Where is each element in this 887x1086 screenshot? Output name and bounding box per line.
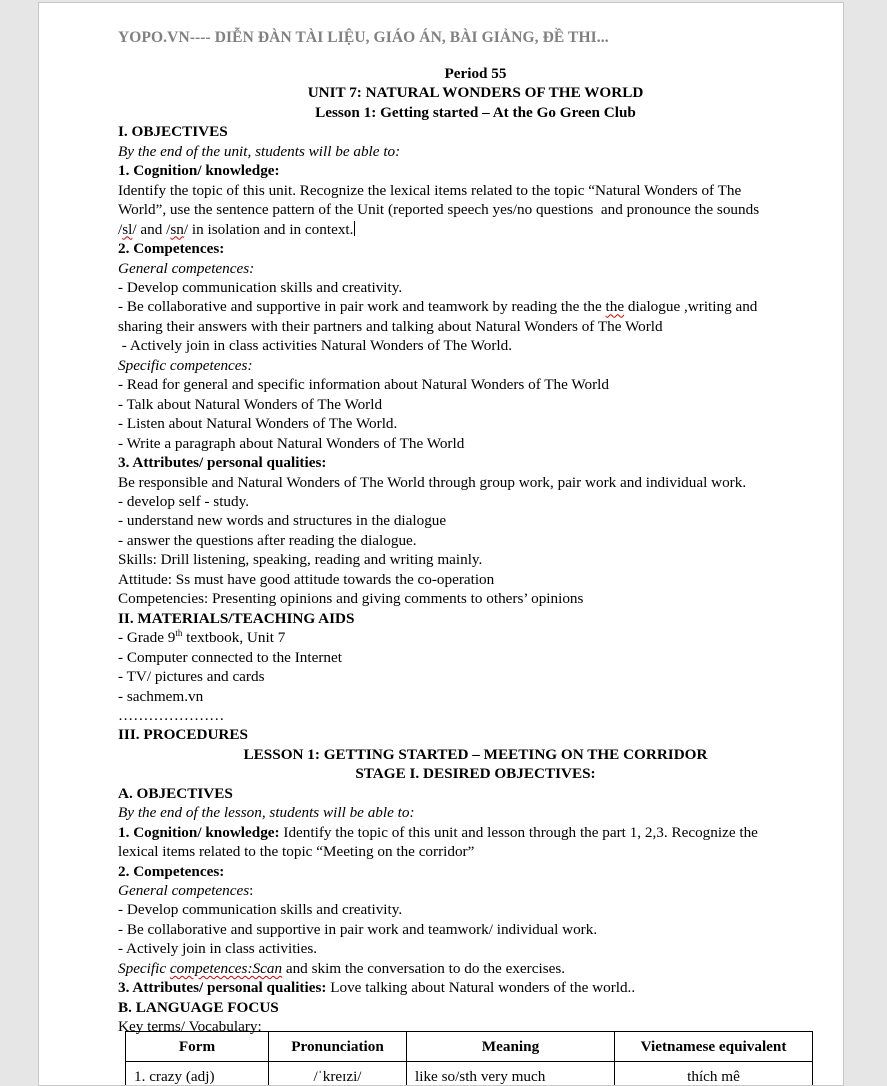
- a-cognition-label: 1. Cognition/ knowledge:: [118, 823, 280, 841]
- competences-heading: 2. Competences:: [118, 240, 225, 258]
- table-header: Form: [126, 1032, 269, 1062]
- attributes-item: Attitude: Ss must have good attitude towards the co-operation: [118, 570, 495, 588]
- attributes-item: Competencies: Presenting opinions and giving comments to others’ opinions: [118, 590, 584, 608]
- text-fragment: Love talking about Natural wonders of the world..: [326, 979, 636, 997]
- objectives-heading: I. OBJECTIVES: [118, 123, 228, 141]
- a-competences-heading: 2. Competences:: [118, 862, 225, 880]
- table-row: [126, 1062, 813, 1086]
- key-terms-label: Key terms/ Vocabulary:: [118, 1018, 262, 1036]
- text-fragment: :: [249, 882, 254, 900]
- table-header: Vietnamese equivalent: [615, 1032, 813, 1062]
- table-cell: /ˈkreɪzi/: [269, 1062, 407, 1086]
- dots-separator: …………………: [118, 706, 225, 724]
- unit-title: UNIT 7: NATURAL WONDERS OF THE WORLD: [307, 84, 644, 102]
- a-attributes: [118, 978, 833, 997]
- stage1-heading: STAGE I. DESIRED OBJECTIVES:: [355, 765, 596, 783]
- text-fragment: textbook, Unit 7: [182, 629, 286, 647]
- text-fragment: Identify the topic of this unit and lesson through the part 1, 2,3. Recognize the: [279, 823, 758, 841]
- cognition-text-line3: [118, 220, 833, 239]
- text-fragment: General competences: [118, 882, 250, 900]
- general-item: - Develop communication skills and creativity.: [118, 278, 403, 296]
- text-fragment: - Be collaborative and supportive in pair work and teamwork by reading the: [118, 298, 584, 316]
- general-item-cont: sharing their answers with their partners and talking about Natural Wonders of The World: [118, 317, 663, 335]
- text-fragment: - Grade 9: [118, 629, 176, 647]
- a-objectives-heading: A. OBJECTIVES: [118, 784, 233, 802]
- general-item: [118, 297, 833, 316]
- text-fragment: /: [118, 220, 123, 238]
- specific-item: - Read for general and specific information about Natural Wonders of The World: [118, 376, 609, 394]
- a-specific: [118, 959, 833, 978]
- vocabulary-table: [125, 1031, 813, 1086]
- cognition-text-line2: World”, use the sentence pattern of the Unit (reported speech yes/no questions and pronounce the sounds: [118, 201, 760, 219]
- attributes-item: - understand new words and structures in the dialogue: [118, 512, 447, 530]
- cognition-text-line1: Identify the topic of this unit. Recognize the lexical items related to the topic “Natural Wonders of The: [118, 181, 742, 199]
- general-item: - Actively join in class activities Natural Wonders of The World.: [118, 337, 513, 355]
- a-general-item: - Develop communication skills and creativity.: [118, 901, 403, 919]
- attributes-item: - answer the questions after reading the dialogue.: [118, 531, 417, 549]
- attributes-item: Skills: Drill listening, speaking, reading and writing mainly.: [118, 551, 483, 569]
- a-cognition-cont: lexical items related to the topic “Meeting on the corridor”: [118, 843, 475, 861]
- a-general-item: - Be collaborative and supportive in pair work and teamwork/ individual work.: [118, 920, 598, 938]
- procedures-heading: III. PROCEDURES: [118, 726, 248, 744]
- superscript: th: [175, 628, 183, 639]
- text-fragment: / and /: [132, 220, 171, 238]
- text-fragment: / in isolation and in context.: [183, 220, 354, 238]
- a-attributes-label: 3. Attributes/ personal qualities:: [118, 979, 327, 997]
- materials-item: - Computer connected to the Internet: [118, 648, 342, 666]
- attributes-item: - develop self - study.: [118, 492, 250, 510]
- table-header-row: [126, 1032, 813, 1062]
- spelling-error-sl: sl: [122, 220, 133, 238]
- a-objectives-intro: By the end of the lesson, students will be able to:: [118, 804, 415, 822]
- objectives-intro: By the end of the unit, students will be able to:: [118, 142, 401, 160]
- table-cell: thích mê: [615, 1062, 813, 1086]
- site-header: YOPO.VN---- DIỄN ĐÀN TÀI LIỆU, GIÁO ÁN, BÀI GIẢNG, ĐỀ THI...: [118, 29, 609, 46]
- table-header: Pronunciation: [269, 1032, 407, 1062]
- document-page: [38, 2, 844, 1086]
- table-cell: 1. crazy (adj): [126, 1062, 269, 1086]
- text-fragment: the: [583, 298, 602, 316]
- attributes-item: Be responsible and Natural Wonders of The World through group work, pair work and individual work.: [118, 473, 747, 491]
- b-language-heading: B. LANGUAGE FOCUS: [118, 998, 279, 1016]
- a-cognition: [118, 823, 833, 842]
- specific-item: - Talk about Natural Wonders of The World: [118, 395, 383, 413]
- materials-item: - TV/ pictures and cards: [118, 668, 265, 686]
- text-fragment: and skim the conversation to do the exercises.: [282, 959, 566, 977]
- table-header: Meaning: [407, 1032, 615, 1062]
- specific-item: - Write a paragraph about Natural Wonders of The World: [118, 434, 465, 452]
- attributes-heading: 3. Attributes/ personal qualities:: [118, 454, 327, 472]
- text-cursor: [354, 221, 355, 236]
- lesson-title: Lesson 1: Getting started – At the Go Green Club: [315, 103, 636, 121]
- materials-item: [118, 628, 833, 647]
- document-body: [118, 64, 833, 1037]
- text-fragment: dialogue ,writing and: [624, 298, 758, 316]
- specific-competences-label: Specific competences:: [118, 356, 253, 374]
- table-cell: like so/sth very much: [407, 1062, 615, 1086]
- a-general-label: [118, 881, 833, 900]
- a-general-item: - Actively join in class activities.: [118, 940, 318, 958]
- specific-item: - Listen about Natural Wonders of The World.: [118, 415, 398, 433]
- spelling-error-sn: sn: [170, 220, 184, 238]
- text-fragment: Specific: [118, 959, 170, 977]
- lesson1-heading: LESSON 1: GETTING STARTED – MEETING ON THE CORRIDOR: [243, 745, 708, 763]
- spelling-error-competences: competences:Scan: [169, 959, 283, 977]
- materials-item: - sachmem.vn: [118, 687, 204, 705]
- general-competences-label: General competences:: [118, 259, 255, 277]
- period-label: Period 55: [444, 65, 507, 82]
- materials-heading: II. MATERIALS/TEACHING AIDS: [118, 609, 355, 627]
- repeated-word-error: the: [605, 298, 625, 316]
- cognition-heading: 1. Cognition/ knowledge:: [118, 162, 280, 180]
